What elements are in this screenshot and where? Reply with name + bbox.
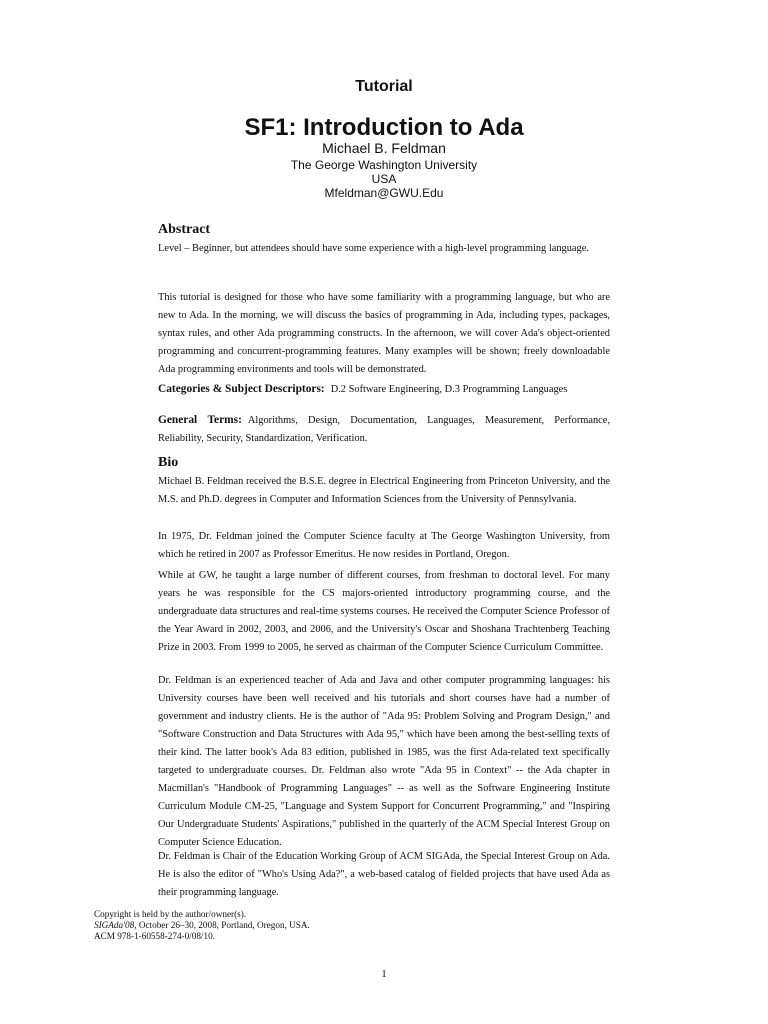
bio-paragraph <box>158 848 610 902</box>
abstract-level-text: Level – Beginner, but attendees should have some experience with a high-level programming language. <box>158 243 589 254</box>
author-email: Mfeldman@GWU.Edu <box>324 186 444 200</box>
general-terms <box>158 411 610 448</box>
page-number: 1 <box>381 968 387 980</box>
categories-value: D.2 Software Engineering, D.3 Programming Languages <box>330 384 568 395</box>
author-country: USA <box>371 172 397 186</box>
bio-paragraph-text: While at GW, he taught a large number of different courses, from freshman to doctoral level. For many years he was responsible for the CS majors-oriented introductory programming course, and the undergraduate data structures and real-time systems courses. He received the Computer Science Professor of the Year Award in 2002, 2003, and 2006, and the University's Oscar and Shoshana Trachtenberg Teaching Prize in 2003. From 1999 to 2005, he served as chairman of the Computer Science Curriculum Committee. <box>158 570 610 653</box>
acm-isbn: ACM 978-1-60558-274-0/08/10. <box>94 931 215 941</box>
general-terms-label: General Terms: <box>158 414 242 426</box>
conference-name: SIGAda'08, <box>94 920 137 930</box>
abstract-body-text: This tutorial is designed for those who have some familiarity with a programming language, but who are new to Ada. In the morning, we will discuss the basics of programming in Ada, including types, packages, syntax rules, and other Ada programming constructs. In the afternoon, we will cover Ada's object-oriented programming and concurrent-programming features. Many examples will be shown; freely downloadable Ada programming environments and tools will be demonstrated. <box>158 292 610 375</box>
abstract-heading: Abstract <box>158 222 211 237</box>
author-affiliation: The George Washington University <box>290 158 478 172</box>
bio-paragraph <box>158 672 610 852</box>
abstract-level <box>158 240 610 258</box>
bio-paragraph-text: Michael B. Feldman received the B.S.E. degree in Electrical Engineering from Princeton University, and the M.S. and Ph.D. degrees in Computer and Information Sciences from the University of Pennsylvania. <box>158 476 610 505</box>
bio-heading: Bio <box>158 455 179 470</box>
conference-details: October 26–30, 2008, Portland, Oregon, USA. <box>136 920 310 930</box>
author-name: Michael B. Feldman <box>322 140 446 156</box>
paper-title: SF1: Introduction to Ada <box>244 114 524 141</box>
categories-label: Categories & Subject Descriptors: <box>158 383 325 395</box>
bio-paragraph-text: Dr. Feldman is Chair of the Education Working Group of ACM SIGAda, the Special Interest Group on Ada. He is also the editor of "Who's Using Ada?", a web-based catalog of fielded projects that have used Ada as their programming language. <box>158 851 610 898</box>
bio-paragraph <box>158 473 610 509</box>
conference-line <box>94 920 310 931</box>
bio-paragraph <box>158 528 610 564</box>
abstract-body <box>158 289 610 379</box>
tutorial-label: Tutorial <box>355 78 413 95</box>
copyright-line: Copyright is held by the author/owner(s). <box>94 909 247 919</box>
categories <box>158 380 610 399</box>
bio-paragraph-text: In 1975, Dr. Feldman joined the Computer Science faculty at The George Washington University, from which he retired in 2007 as Professor Emeritus. He now resides in Portland, Oregon. <box>158 531 610 560</box>
copyright-footer <box>94 909 310 942</box>
general-terms-value: Algorithms, Design, Documentation, Languages, Measurement, Performance, Reliability, Security, Standardization, Verification. <box>158 415 610 444</box>
bio-paragraph <box>158 567 610 657</box>
bio-paragraph-text: Dr. Feldman is an experienced teacher of Ada and Java and other computer programming languages: his University courses have been well received and his tutorials and short courses have had a number of government and industry clients. He is the author of "Ada 95: Problem Solving and Program Design," and "Software Construction and Data Structures with Ada 95," which have been among the best-selling texts of their kind. The latter book's Ada 83 edition, published in 1985, was the first Ada-related text specifically targeted to undergraduate courses. Dr. Feldman also wrote "Ada 95 in Context" -- the Ada chapter in Macmillan's "Handbook of Programming Languages" -- as well as the Software Engineering Institute Curriculum Module CM-25, "Language and System Support for Concurrent Programming," and "Inspiring Our Undergraduate Students' Aspirations," published in the quarterly of the ACM Special Interest Group on Computer Science Education. <box>158 675 610 848</box>
